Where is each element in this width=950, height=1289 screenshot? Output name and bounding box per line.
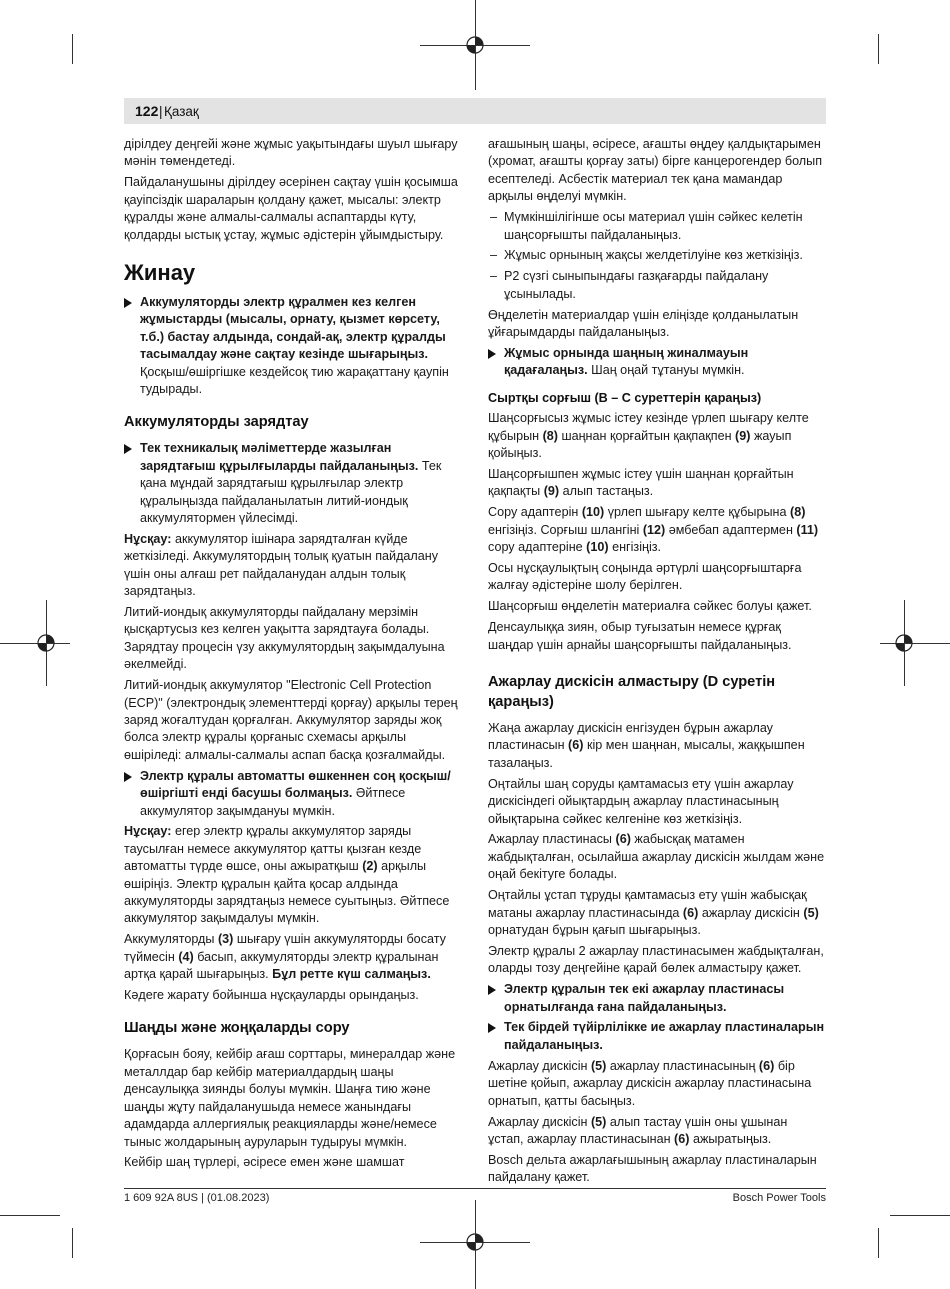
registration-mark-icon xyxy=(465,35,485,55)
warning-text: Тек техникалық мәліметтерде жазылған зарядтағыш құрылғыларды пайдаланыңыз. xyxy=(140,441,419,473)
text: Шаңсорғысыз жұмыс істеу кезінде үрлеп шығару келте құбырын xyxy=(488,411,809,443)
crop-mark xyxy=(890,1215,950,1216)
note-paragraph xyxy=(124,531,459,601)
paragraph: Кәдеге жарату бойынша нұсқауларды орындаңыз. xyxy=(124,988,419,1003)
section-heading-assembly: Жинау xyxy=(124,259,196,285)
paragraph xyxy=(488,1058,826,1110)
part-reference: (3) xyxy=(217,932,234,947)
crop-mark xyxy=(878,1228,879,1258)
paragraph xyxy=(488,887,826,939)
text: алып тастау үшін оны ұшынан ұстап, ажарлау пластинасынан xyxy=(488,1114,788,1146)
subsection-heading-disc-change: Ажарлау дискісін алмастыру (D суретін қараңыз) xyxy=(488,673,776,710)
note-text: аккумулятор ішінара зарядталған күйде жеткізіледі. Аккумулятордың толық қуатын пайдалану үшін оны алғаш рет пайдаланудан алдын толық зарядтаңыз. xyxy=(124,531,439,599)
dash-list-item xyxy=(488,247,826,264)
text: ажарлау пластинасының xyxy=(606,1058,759,1073)
part-reference: (10) xyxy=(581,505,605,520)
text: сору адаптеріне xyxy=(488,540,587,555)
paragraph: Өңделетін материалдар үшін еліңізде қолданылатын ұйғарымдарды пайдаланыңыз. xyxy=(488,307,799,340)
document-code: 1 609 92A 8US | (01.08.2023) xyxy=(124,1192,270,1204)
note-text: арқылы өшіріңіз. Электр құралын қайта қосар алдында аккумуляторды зарядтаңыз немесе суытыңыз. Әйтпесе аккумулятор зақымдалуы мүмкін. xyxy=(124,859,450,926)
footer-rule xyxy=(124,1188,826,1189)
part-reference: (9) xyxy=(543,484,560,499)
warning-explanation: Әйтпесе аккумулятор зақымдануы мүмкін. xyxy=(140,786,406,818)
registration-mark-icon xyxy=(465,1232,485,1252)
text: Шаңсорғышпен жұмыс істеу үшін шаңнан қорғайтын қақпақты xyxy=(488,466,794,499)
text: Ажарлау пластинасы xyxy=(488,832,616,847)
text: бір шетіне қойып, ажарлау дискісін ажарлау пластинасына орнатып, қатты басыңыз. xyxy=(488,1058,812,1108)
crop-mark xyxy=(878,34,879,64)
text: Жаңа ажарлау дискісін енгізуден бұрын ажарлау пластинасын xyxy=(488,720,773,753)
triangle-bullet-icon xyxy=(488,349,496,359)
brand-footer: Bosch Power Tools xyxy=(732,1192,826,1204)
paragraph: Қорғасын бояу, кейбір ағаш сорттары, минералдар және металлдар бар кейбір материалдардың шаңы денсаулыққа зиянды болуы мүмкін. Шаңға тию және шаңды жұту пайдаланушыда немесе жанындағы адамдарда аллергиялық реакцияларды және/немесе тыныс жолдарының ауруларын тудыруы мүмкін. xyxy=(124,1047,456,1149)
registration-mark-icon xyxy=(894,633,914,653)
list-text: Жұмыс орнының жақсы желдетілуіне көз жеткізіңіз. xyxy=(504,248,803,263)
part-reference: (6) xyxy=(758,1058,775,1073)
dash-bullet: – xyxy=(490,210,498,225)
subsection-heading-dust: Шаңды және жоңқаларды сору xyxy=(124,1020,350,1037)
part-reference: (8) xyxy=(790,505,806,520)
text: ажыратыңыз. xyxy=(689,1131,772,1146)
warning-explanation: Шаң оңай тұтануы мүмкін. xyxy=(587,363,745,378)
subsection-heading-external-extraction: Сыртқы сорғыш (B – C суреттерін қараңыз) xyxy=(488,390,762,405)
paragraph: Осы нұсқаулықтың соңында әртүрлі шаңсорғыштарға жалғау әдістеріне шолу берілген. xyxy=(488,560,802,593)
warning-item xyxy=(488,1019,826,1054)
dash-bullet: – xyxy=(490,248,498,263)
text: Ажарлау дискісін xyxy=(488,1114,591,1129)
triangle-bullet-icon xyxy=(124,298,132,308)
page-number: 122 xyxy=(135,103,159,119)
warning-item xyxy=(488,345,826,380)
triangle-bullet-icon xyxy=(488,985,496,995)
warning-text: Электр құралын тек екі ажарлау пластинасы орнатылғанда ғана пайдаланыңыз. xyxy=(504,982,785,1014)
crop-mark xyxy=(0,643,70,644)
crop-mark xyxy=(880,643,950,644)
text: орнатудан бұрын қағып шығарыңыз. xyxy=(488,922,701,937)
warning-text: Электр құралы автоматты өшкеннен соң қосқыш/өшіргішті енді басушы болмаңыз. xyxy=(140,768,451,801)
text: алып тастаңыз. xyxy=(559,484,654,499)
subsection-heading-charging: Аккумуляторды зарядтау xyxy=(124,414,309,431)
warning-explanation: Қосқыш/өшіргішке кездейсоқ тию жарақаттану қаупін тудырады. xyxy=(140,364,449,396)
paragraph: Литий-иондық аккумуляторды пайдалану мерзімін қысқартусыз кез келген уақытта зарядтауға болады. Зарядтау процесін үзу аккумулятордың зақымдалуына әкелмейді. xyxy=(124,605,445,672)
text: кір мен шаңнан, мысалы, жаққышпен тазалаңыз. xyxy=(488,738,805,770)
note-paragraph xyxy=(124,823,459,927)
text: ажарлау дискісін xyxy=(698,905,804,920)
text: үрлеп шығару келте құбырына xyxy=(604,505,790,520)
header-separator: | xyxy=(159,104,163,119)
paragraph: Bosch дельта ажарлағышының ажарлау пластиналарын пайдалану қажет. xyxy=(488,1152,817,1185)
page-language: Қазақ xyxy=(164,104,199,119)
paragraph xyxy=(488,831,826,883)
right-column xyxy=(488,136,826,1190)
part-reference: (2) xyxy=(362,859,378,874)
text: енгізіңіз. Сорғыш шлангіні xyxy=(488,522,643,537)
paragraph: Кейбір шаң түрлері, әсіресе емен және шамшат xyxy=(124,1155,405,1170)
part-reference: (6) xyxy=(682,905,699,920)
left-column xyxy=(124,136,459,1175)
part-reference: (4) xyxy=(178,949,194,964)
warning-text: Тек бірдей түйірлілікке ие ажарлау пластиналарын пайдаланыңыз. xyxy=(504,1020,825,1052)
paragraph: Шаңсорғыш өңделетін материалға сәйкес болуы қажет. xyxy=(488,599,812,614)
paragraph: ағашының шаңы, әсіресе, ағашты өңдеу қалдықтарымен (хромат, ағашты қорғау заты) бірге канцерогендер болып есептеледі. Асбестік материал тек қана мамандар арқылы өңделуі мүмкін. xyxy=(488,137,823,204)
warning-item xyxy=(124,440,459,527)
text: әмбебап адаптермен xyxy=(665,522,797,537)
note-text: егер электр құралы аккумулятор заряды таусылған немесе аккумулятор қатты қызған кезде автоматты түрде өшсе, оны ажыратқыш xyxy=(124,824,422,874)
page-header-bar xyxy=(124,98,826,124)
paragraph: дірілдеу деңгейі және жұмыс уақытындағы шуыл шығару мәнін төмендетеді. xyxy=(124,137,458,169)
text: Оңтайлы ұстап тұруды қамтамасыз ету үшін жабысқақ матаны ажарлау пластинасында xyxy=(488,888,807,920)
paragraph: Литий-иондық аккумулятор "Electronic Cell Protection (ECP)" (электрондық элементтерді қорғау) арқылы терең заряд жоғалтудан қорғалған. Аккумулятор заряды жоқ болса электр құралы қорғаныс схемасы арқылы өшіріледі: алмалы-салмалы аспап басқа қозғалмайды. xyxy=(124,678,458,762)
warning-item xyxy=(488,981,826,1016)
note-label: Нұсқау: xyxy=(124,824,172,839)
part-reference: (6) xyxy=(615,832,631,847)
list-text: P2 сүзгі сыныпындағы газқағарды пайдалану ұсынылады. xyxy=(504,269,769,301)
bold-text: Бұл ретте күш салмаңыз. xyxy=(272,967,431,982)
part-reference: (8) xyxy=(542,428,558,443)
text: Ажарлау дискісін xyxy=(488,1058,591,1073)
paragraph xyxy=(488,1114,826,1149)
triangle-bullet-icon xyxy=(124,772,132,782)
crop-mark xyxy=(72,34,73,64)
paragraph xyxy=(488,466,826,501)
note-label: Нұсқау: xyxy=(124,531,172,546)
triangle-bullet-icon xyxy=(488,1023,496,1033)
dash-list-item xyxy=(488,209,826,244)
warning-item xyxy=(124,768,459,820)
text: Аккумуляторды xyxy=(124,932,218,947)
dash-list-item xyxy=(488,268,826,303)
warning-text: Жұмыс орнында шаңның жиналмауын қадағалаңыз. xyxy=(504,345,749,378)
list-text: Мүмкіншілігінше осы материал үшін сәйкес келетін шаңсорғышты пайдаланыңыз. xyxy=(504,210,803,242)
part-reference: (12) xyxy=(642,522,666,537)
part-reference: (9) xyxy=(735,428,751,443)
crop-mark xyxy=(0,1215,60,1216)
warning-item xyxy=(124,294,459,398)
part-reference: (6) xyxy=(568,738,584,753)
part-reference: (5) xyxy=(590,1114,607,1129)
part-reference: (10) xyxy=(586,540,609,555)
dash-bullet: – xyxy=(490,269,498,284)
paragraph: Электр құралы 2 ажарлау пластинасымен жабдықталған, оларды тозу деңгейіне қарай бөлек алмастыру қажет. xyxy=(488,943,824,976)
crop-mark xyxy=(72,1228,73,1258)
text: жауып қойыңыз. xyxy=(488,428,792,460)
warning-text: Аккумуляторды электр құралмен кез келген жұмыстарды (мысалы, орнату, қызмет көрсету, т.б.) бастау алдында, сондай-ақ, электр құралды тасымалдау және сақтау кезінде шығарыңыз. xyxy=(140,294,446,362)
text: Сору адаптерін xyxy=(488,505,582,520)
part-reference: (6) xyxy=(674,1131,690,1146)
text: шығару үшін аккумуляторды босату түймесін xyxy=(124,932,446,964)
paragraph xyxy=(124,931,459,983)
text: басып, аккумуляторды электр құралынан артқа қарай шығарыңыз. xyxy=(124,949,439,982)
text: енгізіңіз. xyxy=(608,540,662,555)
triangle-bullet-icon xyxy=(124,444,132,454)
registration-mark-icon xyxy=(36,633,56,653)
part-reference: (5) xyxy=(803,905,819,920)
paragraph: Денсаулыққа зиян, обыр туғызатын немесе құрғақ шаңдар үшін арнайы шаңсорғышты пайдаланыңыз. xyxy=(488,620,792,652)
text: шаңнан қорғайтын қақпақпен xyxy=(558,428,736,443)
paragraph xyxy=(488,504,826,556)
text: жабысқақ матамен жабдықталған, осылайша ажарлау дискісін жылдам және оңай бекітуге болады. xyxy=(488,832,825,882)
paragraph xyxy=(488,410,826,462)
warning-explanation: Тек қана мұндай зарядтағыш құрылғылар электр құралыңызда пайдаланылатын литий-иондық аккумулятормен үйлесімді. xyxy=(140,458,442,525)
paragraph: Оңтайлы шаң соруды қамтамасыз ету үшін ажарлау дискісіндегі ойықтардың ажарлау пластинасының ойықтарына сәйкес келгеніне көз жеткізіңіз. xyxy=(488,776,794,826)
part-reference: (5) xyxy=(590,1058,607,1073)
part-reference: (11) xyxy=(796,522,819,537)
paragraph xyxy=(488,720,826,772)
paragraph: Пайдаланушыны дірілдеу әсерінен сақтау үшін қосымша қауіпсіздік шараларын қолдану қажет, мысалы: электр құралды және алмалы-салмалы аспаптарды күту, қолдарды ыстық ұстау, жұмыс әдістерін ұйымдыстыру. xyxy=(124,175,458,242)
